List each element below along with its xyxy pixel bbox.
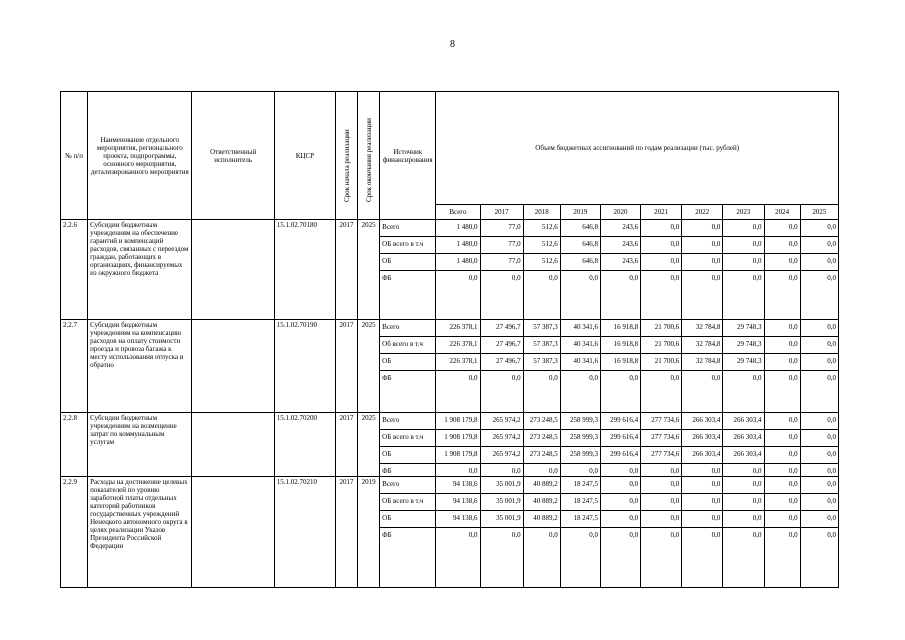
- amount-cell: 277 734,6: [641, 447, 682, 464]
- amount-cell: 0,0: [723, 494, 764, 511]
- item-number: 2.2.8: [61, 413, 88, 477]
- year-header: 2023: [723, 205, 764, 220]
- header-name: Наименование отдельного мероприятия, регионального проекта, подпрограммы, основного мероприятия, детализированного мероприятия: [88, 92, 192, 220]
- item-kcsr: 15.1.02.70210: [274, 477, 335, 588]
- item-kcsr: 15.1.02.70180: [274, 220, 335, 320]
- funding-source: Всего: [380, 220, 436, 237]
- amount-cell: 0,0: [764, 430, 800, 447]
- amount-cell: 226 378,1: [436, 337, 480, 354]
- amount-cell: 243,6: [600, 220, 640, 237]
- amount-cell: 18 247,5: [560, 511, 600, 528]
- amount-cell: 1 480,0: [436, 237, 480, 254]
- amount-cell: 77,0: [480, 254, 523, 271]
- amount-cell: 27 496,7: [480, 337, 523, 354]
- amount-cell: 0,0: [800, 413, 838, 430]
- amount-cell: 0,0: [641, 237, 682, 254]
- amount-cell: 16 918,8: [600, 337, 640, 354]
- header-row: [61, 92, 839, 205]
- amount-cell: 1 480,0: [436, 254, 480, 271]
- header-kcsr: КЦСР: [274, 92, 335, 220]
- header-start: Срок начала реализации: [342, 129, 351, 202]
- table-row: [61, 320, 839, 337]
- amount-cell: 57 387,3: [523, 337, 560, 354]
- amount-cell: 299 616,4: [600, 413, 640, 430]
- amount-cell: 0,0: [723, 511, 764, 528]
- amount-cell: 273 248,5: [523, 447, 560, 464]
- amount-cell: 16 918,8: [600, 320, 640, 337]
- amount-cell: 0,0: [600, 494, 640, 511]
- amount-cell: 94 138,6: [436, 477, 480, 494]
- amount-cell: 243,6: [600, 237, 640, 254]
- amount-cell: 0,0: [764, 254, 800, 271]
- amount-cell: 0,0: [800, 254, 838, 271]
- amount-cell: 0,0: [800, 494, 838, 511]
- funding-source: Всего: [380, 320, 436, 337]
- amount-cell: 32 784,8: [682, 337, 723, 354]
- amount-cell: 0,0: [600, 511, 640, 528]
- item-kcsr: 15.1.02.70190: [274, 320, 335, 413]
- item-end-year: 2019: [358, 477, 380, 588]
- year-header: 2022: [682, 205, 723, 220]
- year-header: 2019: [560, 205, 600, 220]
- item-name: Субсидии бюджетным учреждениям на возмещение затрат по коммунальным услугам: [88, 413, 192, 477]
- funding-source: ОБ: [380, 511, 436, 528]
- amount-cell: 0,0: [436, 464, 480, 477]
- amount-cell: 0,0: [764, 494, 800, 511]
- year-header: 2021: [641, 205, 682, 220]
- amount-cell: 512,6: [523, 237, 560, 254]
- amount-cell: 0,0: [682, 511, 723, 528]
- funding-source: ОБ: [380, 354, 436, 371]
- amount-cell: 0,0: [560, 464, 600, 477]
- amount-cell: 0,0: [723, 220, 764, 237]
- funding-source: ОБ всего в т.ч: [380, 494, 436, 511]
- amount-cell: 35 001,9: [480, 511, 523, 528]
- amount-cell: 277 734,6: [641, 413, 682, 430]
- item-responsible: [192, 220, 274, 320]
- amount-cell: 0,0: [800, 337, 838, 354]
- amount-cell: 29 748,3: [723, 354, 764, 371]
- amount-cell: 0,0: [600, 528, 640, 588]
- table-row: [61, 220, 839, 237]
- amount-cell: 40 889,2: [523, 511, 560, 528]
- amount-cell: 0,0: [800, 271, 838, 320]
- amount-cell: 265 974,2: [480, 447, 523, 464]
- page-number: 8: [450, 39, 455, 50]
- funding-source: ОБ всего в т.ч: [380, 237, 436, 254]
- funding-source: Всего: [380, 477, 436, 494]
- amount-cell: 0,0: [800, 320, 838, 337]
- item-kcsr: 15.1.02.70200: [274, 413, 335, 477]
- amount-cell: 40 341,6: [560, 337, 600, 354]
- funding-source: Всего: [380, 413, 436, 430]
- amount-cell: 266 303,4: [723, 447, 764, 464]
- amount-cell: 0,0: [800, 220, 838, 237]
- year-header: 2017: [480, 205, 523, 220]
- amount-cell: 266 303,4: [723, 413, 764, 430]
- amount-cell: 0,0: [723, 237, 764, 254]
- item-start-year: 2017: [336, 320, 358, 413]
- amount-cell: 94 138,6: [436, 511, 480, 528]
- amount-cell: 0,0: [641, 271, 682, 320]
- amount-cell: 27 496,7: [480, 354, 523, 371]
- amount-cell: 0,0: [641, 528, 682, 588]
- amount-cell: 94 138,6: [436, 494, 480, 511]
- amount-cell: 243,6: [600, 254, 640, 271]
- amount-cell: 0,0: [682, 237, 723, 254]
- item-name: Субсидии бюджетным учреждениям на обеспечение гарантий и компенсаций расходов, связанных с переездом граждан, работающих в организациях, финансируемых из окружного бюджета: [88, 220, 192, 320]
- amount-cell: 0,0: [682, 271, 723, 320]
- amount-cell: 266 303,4: [723, 430, 764, 447]
- year-header: 2018: [523, 205, 560, 220]
- header-volume: Объем бюджетных ассигнований по годам реализации (тыс. рублей): [436, 92, 839, 205]
- amount-cell: 0,0: [523, 371, 560, 413]
- amount-cell: 40 341,6: [560, 320, 600, 337]
- amount-cell: 18 247,5: [560, 494, 600, 511]
- amount-cell: 21 700,6: [641, 354, 682, 371]
- amount-cell: 512,6: [523, 220, 560, 237]
- amount-cell: 0,0: [436, 371, 480, 413]
- amount-cell: 57 387,3: [523, 320, 560, 337]
- amount-cell: 277 734,6: [641, 430, 682, 447]
- funding-source: ОБ всего в т.ч: [380, 430, 436, 447]
- amount-cell: 0,0: [764, 354, 800, 371]
- amount-cell: 32 784,8: [682, 320, 723, 337]
- amount-cell: 266 303,4: [682, 447, 723, 464]
- amount-cell: 0,0: [723, 271, 764, 320]
- amount-cell: 77,0: [480, 237, 523, 254]
- amount-cell: 0,0: [682, 528, 723, 588]
- amount-cell: 0,0: [800, 371, 838, 413]
- amount-cell: 1 908 179,8: [436, 413, 480, 430]
- funding-source: ФБ: [380, 271, 436, 320]
- amount-cell: 0,0: [560, 371, 600, 413]
- amount-cell: 0,0: [800, 237, 838, 254]
- amount-cell: 0,0: [800, 511, 838, 528]
- item-number: 2.2.6: [61, 220, 88, 320]
- amount-cell: 16 918,8: [600, 354, 640, 371]
- amount-cell: 0,0: [682, 494, 723, 511]
- amount-cell: 299 616,4: [600, 447, 640, 464]
- amount-cell: 0,0: [723, 254, 764, 271]
- year-header: Всего: [436, 205, 480, 220]
- amount-cell: 40 889,2: [523, 477, 560, 494]
- amount-cell: 1 908 179,8: [436, 430, 480, 447]
- amount-cell: 0,0: [600, 371, 640, 413]
- amount-cell: 266 303,4: [682, 413, 723, 430]
- funding-source: ОБ: [380, 254, 436, 271]
- amount-cell: 0,0: [723, 477, 764, 494]
- amount-cell: 0,0: [682, 220, 723, 237]
- amount-cell: 0,0: [480, 271, 523, 320]
- budget-table: [60, 91, 839, 588]
- item-responsible: [192, 320, 274, 413]
- amount-cell: 0,0: [723, 464, 764, 477]
- amount-cell: 266 303,4: [682, 430, 723, 447]
- header-responsible: Ответственный исполнитель: [192, 92, 274, 220]
- table-row: [61, 413, 839, 430]
- amount-cell: 0,0: [480, 528, 523, 588]
- amount-cell: 0,0: [682, 477, 723, 494]
- amount-cell: 1 480,0: [436, 220, 480, 237]
- amount-cell: 0,0: [480, 464, 523, 477]
- amount-cell: 0,0: [436, 271, 480, 320]
- amount-cell: 0,0: [560, 271, 600, 320]
- funding-source: Об всего в т.ч: [380, 337, 436, 354]
- amount-cell: 32 784,8: [682, 354, 723, 371]
- amount-cell: 226 378,1: [436, 354, 480, 371]
- amount-cell: 0,0: [764, 477, 800, 494]
- amount-cell: 0,0: [480, 371, 523, 413]
- amount-cell: 35 001,9: [480, 477, 523, 494]
- item-number: 2.2.9: [61, 477, 88, 588]
- amount-cell: 265 974,2: [480, 430, 523, 447]
- amount-cell: 273 248,5: [523, 430, 560, 447]
- amount-cell: 0,0: [436, 528, 480, 588]
- amount-cell: 77,0: [480, 220, 523, 237]
- amount-cell: 0,0: [764, 413, 800, 430]
- amount-cell: 226 378,1: [436, 320, 480, 337]
- amount-cell: 512,6: [523, 254, 560, 271]
- item-start-year: 2017: [336, 477, 358, 588]
- item-end-year: 2025: [358, 220, 380, 320]
- amount-cell: 299 616,4: [600, 430, 640, 447]
- amount-cell: 57 387,3: [523, 354, 560, 371]
- amount-cell: 0,0: [523, 464, 560, 477]
- amount-cell: 0,0: [800, 430, 838, 447]
- header-source: Источник финансирования: [380, 92, 436, 220]
- amount-cell: 40 889,2: [523, 494, 560, 511]
- header-end: Срок окончания реализации: [364, 118, 373, 202]
- amount-cell: 0,0: [641, 464, 682, 477]
- amount-cell: 0,0: [641, 371, 682, 413]
- amount-cell: 0,0: [523, 271, 560, 320]
- header-no: № п/п: [61, 92, 88, 220]
- amount-cell: 258 999,3: [560, 447, 600, 464]
- funding-source: ОБ: [380, 447, 436, 464]
- amount-cell: 0,0: [600, 477, 640, 494]
- amount-cell: 0,0: [682, 371, 723, 413]
- amount-cell: 0,0: [764, 237, 800, 254]
- amount-cell: 0,0: [723, 528, 764, 588]
- amount-cell: 0,0: [641, 477, 682, 494]
- amount-cell: 0,0: [560, 528, 600, 588]
- table-row: [61, 477, 839, 494]
- item-start-year: 2017: [336, 413, 358, 477]
- amount-cell: 258 999,3: [560, 413, 600, 430]
- amount-cell: 646,8: [560, 237, 600, 254]
- amount-cell: 0,0: [600, 271, 640, 320]
- amount-cell: 646,8: [560, 254, 600, 271]
- amount-cell: 21 700,6: [641, 320, 682, 337]
- header-end-cell: [358, 92, 380, 220]
- item-end-year: 2025: [358, 320, 380, 413]
- item-responsible: [192, 477, 274, 588]
- amount-cell: 646,8: [560, 220, 600, 237]
- amount-cell: 27 496,7: [480, 320, 523, 337]
- item-number: 2.2.7: [61, 320, 88, 413]
- item-end-year: 2025: [358, 413, 380, 477]
- amount-cell: 0,0: [764, 320, 800, 337]
- amount-cell: 0,0: [764, 511, 800, 528]
- funding-source: ФБ: [380, 371, 436, 413]
- amount-cell: 0,0: [641, 511, 682, 528]
- funding-source: ФБ: [380, 528, 436, 588]
- amount-cell: 29 748,3: [723, 337, 764, 354]
- amount-cell: 0,0: [723, 371, 764, 413]
- amount-cell: 0,0: [523, 528, 560, 588]
- amount-cell: 0,0: [800, 528, 838, 588]
- amount-cell: 18 247,5: [560, 477, 600, 494]
- amount-cell: 0,0: [682, 254, 723, 271]
- amount-cell: 0,0: [764, 371, 800, 413]
- amount-cell: 40 341,6: [560, 354, 600, 371]
- item-start-year: 2017: [336, 220, 358, 320]
- year-header: 2024: [764, 205, 800, 220]
- amount-cell: 0,0: [764, 464, 800, 477]
- amount-cell: 0,0: [764, 220, 800, 237]
- amount-cell: 0,0: [764, 337, 800, 354]
- amount-cell: 0,0: [800, 447, 838, 464]
- item-responsible: [192, 413, 274, 477]
- header-start-cell: [336, 92, 358, 220]
- amount-cell: 0,0: [800, 464, 838, 477]
- amount-cell: 29 748,3: [723, 320, 764, 337]
- amount-cell: 0,0: [600, 464, 640, 477]
- amount-cell: 0,0: [682, 464, 723, 477]
- amount-cell: 0,0: [641, 494, 682, 511]
- amount-cell: 0,0: [764, 528, 800, 588]
- amount-cell: 265 974,2: [480, 413, 523, 430]
- amount-cell: 0,0: [641, 254, 682, 271]
- funding-source: ФБ: [380, 464, 436, 477]
- amount-cell: 0,0: [764, 447, 800, 464]
- year-header: 2025: [800, 205, 838, 220]
- item-name: Расходы на достижение целевых показателей по уровню заработной платы отдельных категорий работников государственных учреждений Ненецкого автономного округа в целях реализации Указов Президента Российской Федерации: [88, 477, 192, 588]
- item-name: Субсидии бюджетным учреждениям на компенсацию расходов на оплату стоимости проезда и провоза багажа к месту использования отпуска и обратно: [88, 320, 192, 413]
- amount-cell: 0,0: [800, 354, 838, 371]
- amount-cell: 1 908 179,8: [436, 447, 480, 464]
- amount-cell: 21 700,6: [641, 337, 682, 354]
- amount-cell: 35 001,9: [480, 494, 523, 511]
- amount-cell: 0,0: [764, 271, 800, 320]
- amount-cell: 258 999,3: [560, 430, 600, 447]
- year-header: 2020: [600, 205, 640, 220]
- amount-cell: 273 248,5: [523, 413, 560, 430]
- amount-cell: 0,0: [800, 477, 838, 494]
- amount-cell: 0,0: [641, 220, 682, 237]
